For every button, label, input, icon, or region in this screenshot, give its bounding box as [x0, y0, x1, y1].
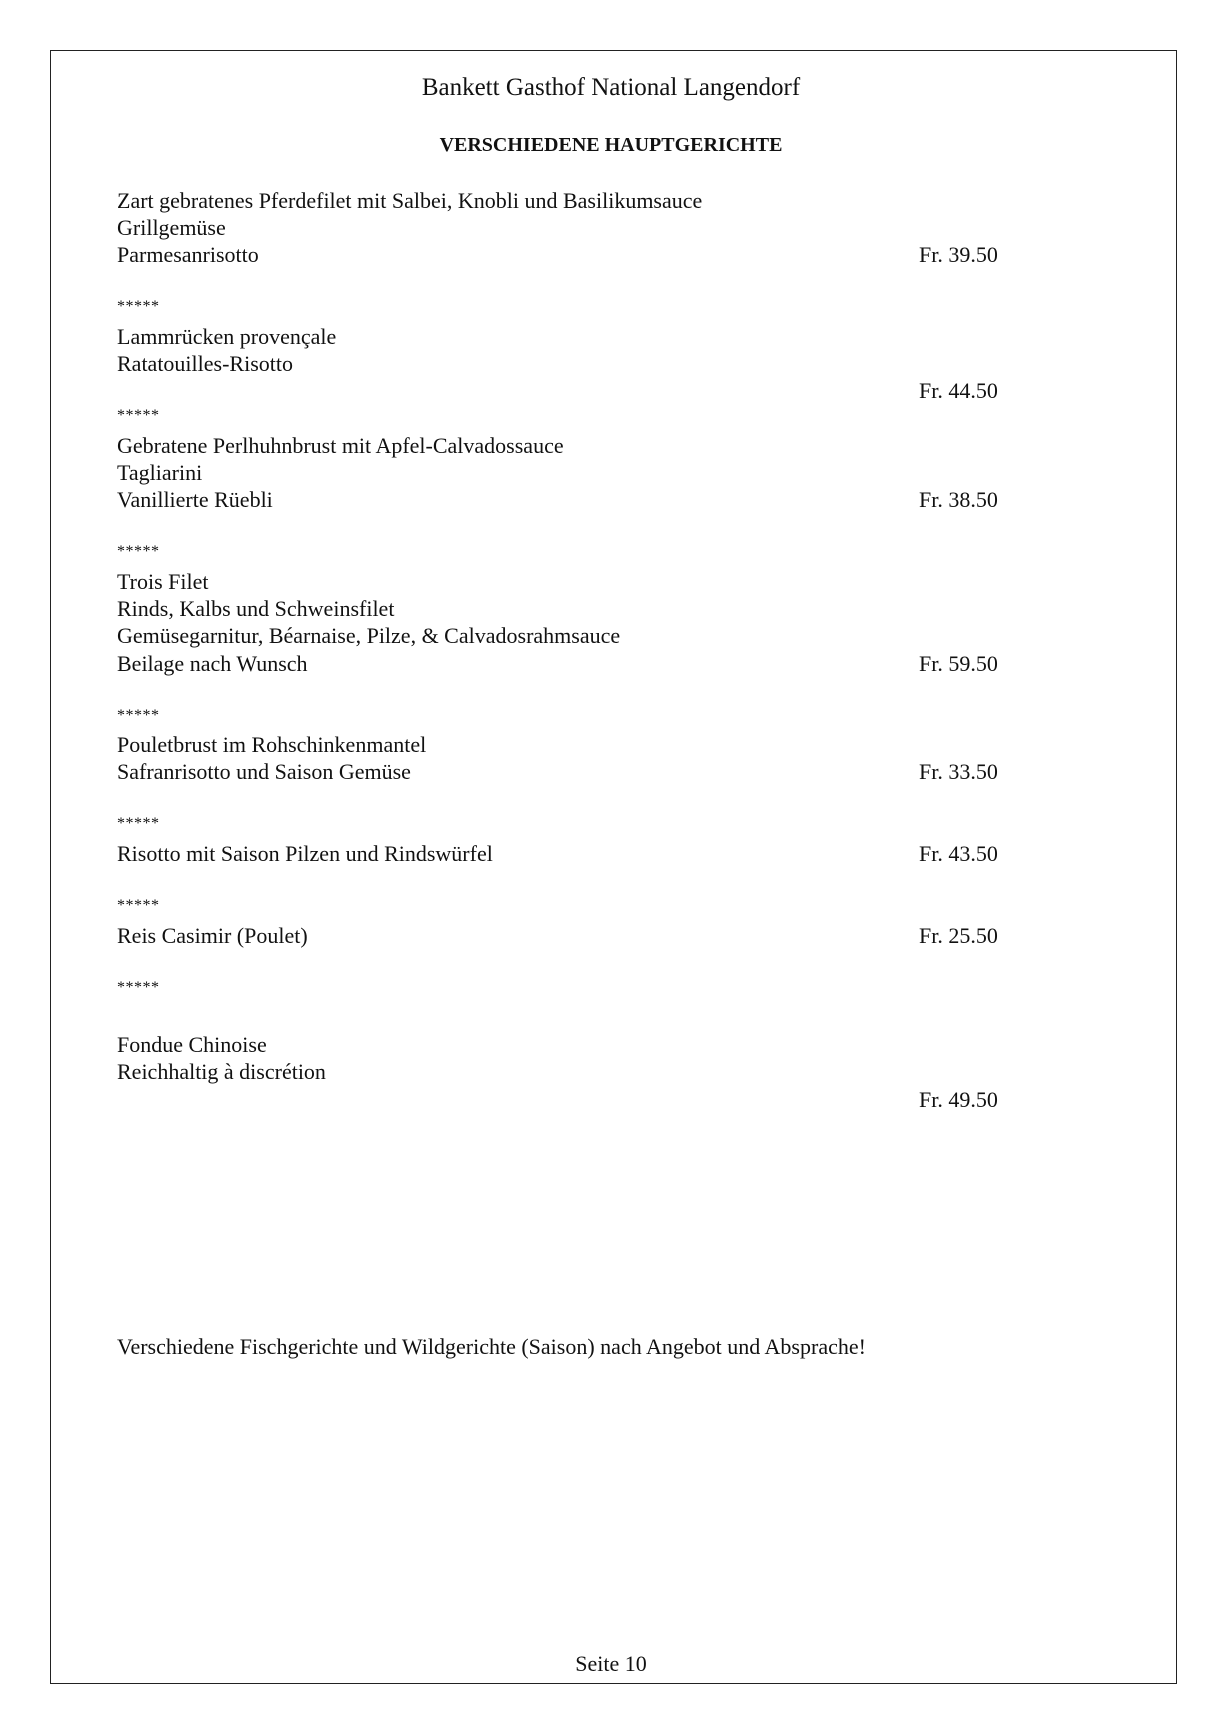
- menu-item-price: Fr. 25.50: [919, 923, 998, 948]
- menu-item-line: Ratatouilles-Risotto: [117, 351, 293, 376]
- menu-item-line: Safranrisotto und Saison Gemüse: [117, 759, 411, 784]
- menu-item-line: Zart gebratenes Pferdefilet mit Salbei, Knobli und Basilikumsauce: [117, 188, 703, 213]
- section-heading: VERSCHIEDENE HAUPTGERICHTE: [439, 134, 783, 156]
- separator: *****: [117, 815, 160, 832]
- menu-item-line: Grillgemüse: [117, 215, 226, 240]
- menu-item-line: Gemüsegarnitur, Béarnaise, Pilze, & Calvadosrahmsauce: [117, 623, 621, 648]
- menu-item-line: Beilage nach Wunsch: [117, 651, 308, 676]
- separator: *****: [117, 543, 160, 560]
- menu-item-line: Reis Casimir (Poulet): [117, 923, 308, 948]
- menu-item-line: Fondue Chinoise: [117, 1032, 267, 1057]
- separator: *****: [117, 298, 160, 315]
- separator: *****: [117, 979, 160, 996]
- menu-item-price: Fr. 33.50: [919, 759, 998, 784]
- menu-item-line: Risotto mit Saison Pilzen und Rindswürfel: [117, 841, 493, 866]
- separator: *****: [117, 707, 160, 724]
- footer-note: Verschiedene Fischgerichte und Wildgerichte (Saison) nach Angebot und Absprache!: [117, 1334, 866, 1359]
- menu-item-price: Fr. 49.50: [919, 1087, 998, 1112]
- menu-item-line: Vanillierte Rüebli: [117, 487, 273, 512]
- menu-item-line: Trois Filet: [117, 569, 209, 594]
- menu-item-line: Pouletbrust im Rohschinkenmantel: [117, 732, 427, 757]
- menu-item-price: Fr. 39.50: [919, 242, 998, 267]
- separator: *****: [117, 407, 160, 424]
- menu-item-price: Fr. 38.50: [919, 487, 998, 512]
- menu-item-price: Fr. 43.50: [919, 841, 998, 866]
- menu-item-price: Fr. 44.50: [919, 378, 998, 403]
- menu-item-line: Gebratene Perlhuhnbrust mit Apfel-Calvadossauce: [117, 433, 564, 458]
- menu-item-line: Reichhaltig à discrétion: [117, 1059, 326, 1084]
- menu-item-line: Parmesanrisotto: [117, 242, 259, 267]
- restaurant-title: Bankett Gasthof National Langendorf: [421, 74, 801, 101]
- menu-item-line: Lammrücken provençale: [117, 324, 337, 349]
- separator: *****: [117, 897, 160, 914]
- page-number: Seite 10: [575, 1651, 647, 1676]
- menu-item-line: Tagliarini: [117, 460, 203, 485]
- menu-item-price: Fr. 59.50: [919, 651, 998, 676]
- menu-item-line: Rinds, Kalbs und Schweinsfilet: [117, 596, 395, 621]
